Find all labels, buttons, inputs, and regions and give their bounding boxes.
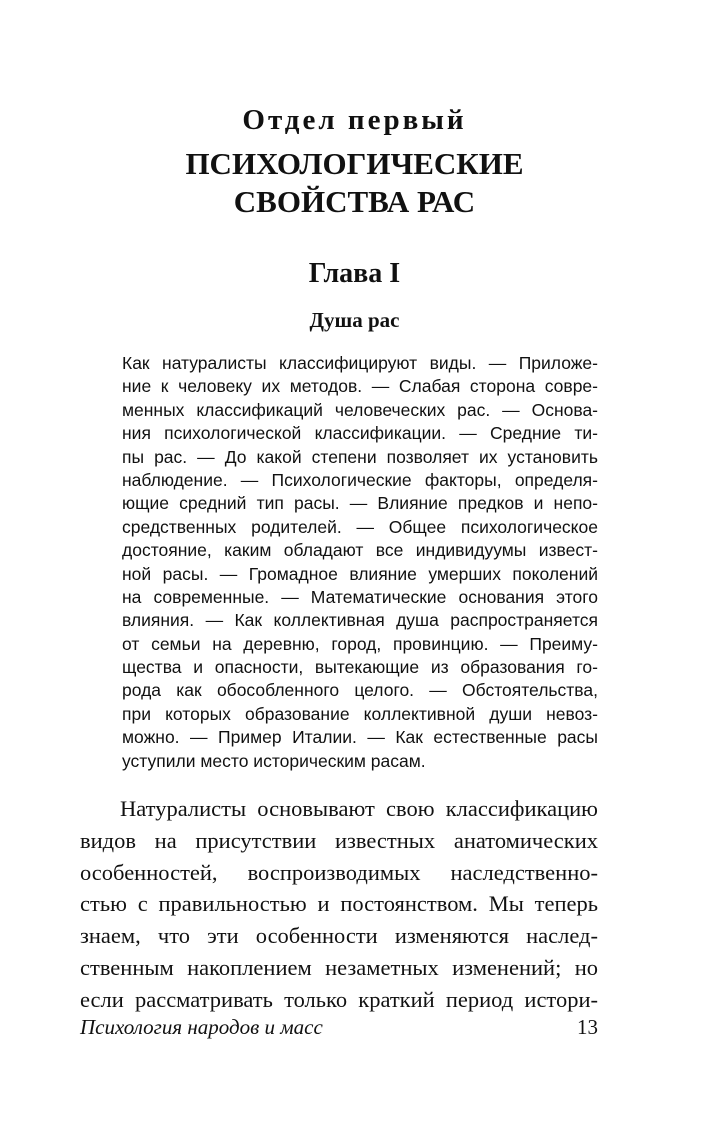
summary-line: на современные. — Математические основания этого — [122, 586, 598, 607]
chapter-summary — [122, 352, 598, 773]
summary-line: менных классификаций человеческих рас. — Основа- — [122, 399, 598, 420]
summary-line: ния психологической классификации. — Средние ти- — [122, 423, 598, 444]
body-line: видов на присутствии известных анатомических — [80, 827, 598, 853]
summary-line: от семьи на деревню, город, провинцию. — Преиму- — [122, 633, 598, 654]
body-paragraph — [80, 793, 598, 1016]
body-line: Натуралисты основывают свою классификацию — [120, 796, 598, 821]
part-title-line: ПСИХОЛОГИЧЕСКИЕ — [185, 146, 524, 181]
summary-line: можно. — Пример Италии. — Как естественные расы — [122, 727, 598, 748]
summary-line: ние к человеку их методов. — Слабая сторона совре- — [122, 376, 598, 397]
section-label: Отдел первый — [242, 104, 467, 136]
summary-line: Как натуралисты классифицируют виды. — Приложе- — [122, 353, 598, 373]
body-line: ственным накоплением незаметных изменений; но — [80, 954, 598, 980]
running-footer-title: Психология народов и масс — [80, 1015, 323, 1039]
summary-line: средственных родителей. — Общее психологическое — [122, 516, 598, 537]
body-line: знаем, что эти особенности изменяются наслед- — [80, 923, 598, 949]
summary-line: ной расы. — Громадное влияние умерших поколений — [122, 563, 598, 584]
body-line: стью с правильностью и постоянством. Мы теперь — [80, 891, 598, 917]
summary-line: пы рас. — До какой степени позволяет их установить — [122, 446, 598, 467]
summary-line: уступили место историческим расам. — [122, 750, 426, 771]
page-number: 13 — [577, 1015, 598, 1039]
chapter-title: Душа рас — [309, 308, 400, 332]
summary-line: наблюдение. — Психологические факторы, определя- — [122, 469, 598, 490]
summary-line: рода как обособленного целого. — Обстоятельства, — [122, 680, 598, 701]
chapter-label: Глава I — [308, 258, 401, 289]
body-line: особенностей, воспроизводимых наследственно- — [80, 859, 598, 885]
summary-line: влияния. — Как коллективная душа распространяется — [122, 610, 598, 631]
summary-line: щества и опасности, вытекающие из образования го- — [122, 657, 598, 678]
body-line: если рассматривать только краткий период истори- — [80, 986, 598, 1012]
part-title — [0, 145, 709, 221]
summary-line: достояние, каким обладают все индивидуумы извест- — [122, 540, 598, 561]
summary-line: при которых образование коллективной души невоз- — [122, 703, 598, 724]
summary-line: ющие средний тип расы. — Влияние предков и непо- — [122, 493, 598, 514]
part-title-line: СВОЙСТВА РАС — [233, 184, 476, 219]
